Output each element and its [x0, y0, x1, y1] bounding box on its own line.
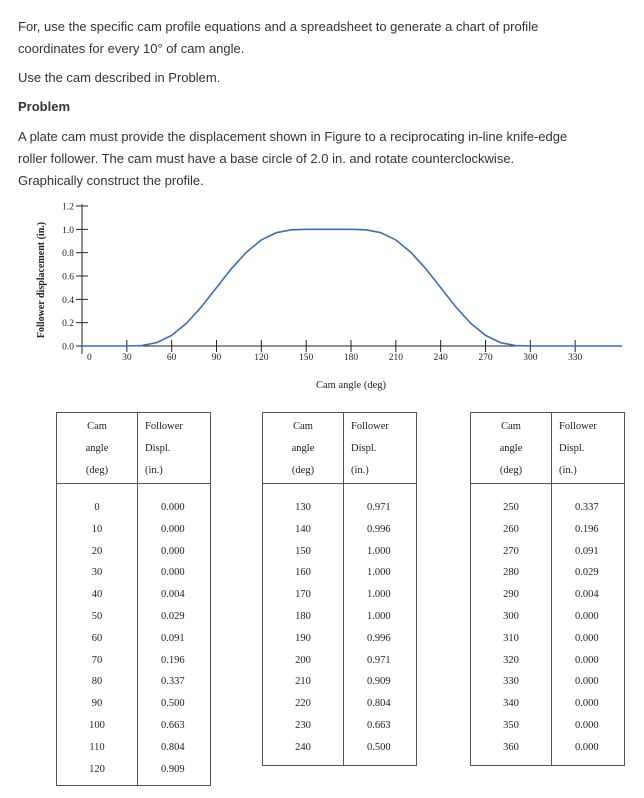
table-header [263, 413, 416, 484]
follower-displ-cell: 0.500 [161, 698, 185, 710]
x-tick-label: 0 [87, 353, 92, 363]
follower-displ-cell: 0.804 [161, 741, 185, 753]
cam-angle-cell: 160 [295, 567, 311, 579]
table-row [471, 584, 624, 606]
x-axis-label: Cam angle (deg) [316, 380, 386, 391]
follower-displ-cell: 1.000 [367, 589, 391, 601]
table-row [57, 541, 210, 563]
follower-displ-cell: 0.000 [161, 545, 185, 557]
table-row [57, 650, 210, 672]
cam-angle-cell: 30 [91, 567, 103, 579]
table-row [471, 519, 624, 541]
table-row [57, 693, 210, 715]
x-tick-label: 180 [343, 353, 359, 363]
header-follower-displ: (in.) [559, 465, 577, 476]
table-header [471, 413, 624, 484]
follower-displ-cell: 0.909 [161, 763, 185, 775]
cam-angle-cell: 0 [94, 502, 100, 513]
header-cam-angle: angle [291, 443, 315, 454]
problem-line-1: A plate cam must provide the displacement shown in Figure to a reciprocating in-line knife-edge [18, 129, 568, 144]
follower-displ-cell: 0.091 [575, 545, 599, 557]
table-row [263, 715, 416, 737]
x-tick-label: 210 [388, 353, 403, 363]
y-tick-label: 0.6 [62, 272, 74, 283]
follower-displ-cell: 0.996 [367, 632, 391, 644]
follower-displ-cell: 0.091 [161, 632, 185, 644]
cam-angle-cell: 360 [503, 741, 519, 753]
header-follower-displ: (in.) [145, 465, 163, 476]
cam-angle-cell: 180 [295, 611, 311, 622]
follower-displ-cell: 0.000 [575, 741, 599, 753]
table-row [57, 737, 210, 759]
cam-angle-cell: 80 [91, 676, 103, 688]
table-row [471, 628, 624, 650]
problem-line-3: Graphically construct the profile. [18, 173, 204, 188]
header-follower-displ: (in.) [351, 465, 369, 476]
header-follower-displ: Follower [145, 421, 183, 432]
x-tick-label: 270 [478, 353, 493, 363]
cam-angle-cell: 310 [503, 632, 519, 644]
x-tick-label: 60 [166, 353, 177, 363]
y-axis-label: Follower displacement (in.) [36, 221, 47, 339]
cam-angle-cell: 170 [295, 589, 311, 601]
cam-angle-cell: 50 [91, 611, 103, 622]
header-cam-angle: angle [85, 443, 109, 454]
intro-line-1: For, use the specific cam profile equations and a spreadsheet to generate a chart of profile [18, 19, 539, 34]
table-row [57, 759, 210, 781]
header-follower-displ: Displ. [559, 443, 585, 454]
cam-angle-cell: 270 [503, 545, 519, 557]
follower-displ-cell: 0.500 [367, 741, 391, 753]
table-row [263, 650, 416, 672]
displacement-chart [0, 196, 644, 396]
table-column-1 [56, 412, 211, 786]
follower-displ-cell: 0.196 [161, 654, 185, 666]
follower-displ-cell: 0.663 [161, 720, 185, 731]
intro-line-3: Use the cam described in Problem. [18, 70, 221, 85]
table-row [263, 693, 416, 715]
cam-angle-cell: 320 [503, 654, 519, 666]
table-row [57, 562, 210, 584]
table-row [471, 671, 624, 693]
follower-displ-cell: 0.029 [575, 567, 599, 579]
follower-displ-cell: 0.337 [575, 502, 599, 513]
table-row [471, 541, 624, 563]
problem-line-2: roller follower. The cam must have a base circle of 2.0 in. and rotate counterclockwise. [18, 151, 515, 166]
header-cam-angle: (deg) [291, 465, 315, 476]
header-follower-displ: Follower [559, 421, 597, 432]
y-tick-label: 0.8 [62, 249, 74, 260]
cam-angle-cell: 70 [91, 654, 103, 666]
table-row [471, 497, 624, 519]
cam-angle-cell: 130 [295, 502, 311, 513]
header-cam-angle: (deg) [85, 465, 109, 476]
y-tick-label: 0.0 [62, 342, 74, 353]
cam-angle-cell: 90 [91, 698, 103, 710]
follower-displ-cell: 1.000 [367, 545, 391, 557]
follower-displ-cell: 0.004 [575, 589, 599, 601]
table-column-2 [262, 412, 417, 766]
cam-angle-cell: 190 [295, 632, 311, 644]
table-column-3 [470, 412, 625, 766]
cam-angle-cell: 100 [89, 720, 105, 731]
header-cam-angle: angle [499, 443, 523, 454]
follower-displ-cell: 0.909 [367, 676, 391, 688]
follower-displ-cell: 0.337 [161, 676, 185, 688]
header-cam-angle: Cam [87, 421, 107, 432]
x-tick-label: 90 [211, 353, 222, 363]
cam-angle-cell: 220 [295, 698, 311, 710]
cam-angle-cell: 350 [503, 720, 519, 731]
cam-angle-cell: 330 [503, 676, 519, 688]
table-row [263, 628, 416, 650]
follower-displ-cell: 0.004 [161, 589, 185, 601]
x-tick-label: 330 [568, 353, 583, 363]
cam-angle-cell: 340 [503, 698, 519, 710]
follower-displ-cell: 0.996 [367, 523, 391, 535]
y-tick-label: 0.2 [62, 319, 74, 330]
follower-displ-cell: 0.000 [575, 611, 599, 622]
table-row [471, 650, 624, 672]
table-row [263, 737, 416, 759]
table-row [263, 497, 416, 519]
y-tick-label: 1.2 [62, 202, 74, 213]
cam-angle-cell: 300 [503, 611, 519, 622]
header-cam-angle: (deg) [499, 465, 523, 476]
table-row [263, 584, 416, 606]
follower-displ-cell: 1.000 [367, 611, 391, 622]
follower-displ-cell: 0.804 [367, 698, 391, 710]
follower-displ-cell: 0.663 [367, 720, 391, 731]
header-follower-displ: Displ. [351, 443, 377, 454]
table-row [471, 737, 624, 759]
x-tick-label: 240 [433, 353, 448, 363]
table-row [57, 606, 210, 628]
cam-angle-cell: 140 [295, 523, 311, 535]
follower-displ-cell: 0.029 [161, 611, 185, 622]
cam-angle-cell: 20 [91, 545, 103, 557]
cam-angle-cell: 150 [295, 545, 311, 557]
table-row [57, 671, 210, 693]
header-follower-displ: Follower [351, 421, 389, 432]
table-row [471, 606, 624, 628]
table-row [57, 519, 210, 541]
header-cam-angle: Cam [293, 421, 313, 432]
cam-angle-cell: 110 [89, 741, 105, 753]
cam-angle-cell: 40 [91, 589, 103, 601]
cam-angle-cell: 200 [295, 654, 311, 666]
follower-displ-cell: 0.000 [575, 632, 599, 644]
follower-displ-cell: 0.000 [161, 502, 185, 513]
follower-displ-cell: 1.000 [367, 567, 391, 579]
table-row [263, 541, 416, 563]
follower-displ-cell: 0.000 [575, 720, 599, 731]
table-row [263, 519, 416, 541]
cam-angle-cell: 120 [89, 763, 105, 775]
table-row [57, 497, 210, 519]
follower-displ-cell: 0.196 [575, 523, 599, 535]
x-tick-label: 300 [523, 353, 538, 363]
x-tick-label: 30 [122, 353, 132, 363]
table-row [263, 671, 416, 693]
cam-angle-cell: 250 [503, 502, 519, 513]
table-row [57, 628, 210, 650]
follower-displ-cell: 0.000 [575, 654, 599, 666]
follower-displ-cell: 0.000 [575, 676, 599, 688]
follower-displ-cell: 0.000 [161, 523, 185, 535]
cam-angle-cell: 280 [503, 567, 519, 579]
cam-angle-cell: 210 [295, 676, 311, 688]
header-follower-displ: Displ. [145, 443, 171, 454]
cam-angle-cell: 60 [91, 632, 103, 644]
cam-angle-cell: 10 [91, 523, 103, 535]
y-tick-label: 0.4 [62, 295, 74, 306]
y-tick-label: 1.0 [62, 225, 74, 236]
cam-angle-cell: 230 [295, 720, 311, 731]
table-row [471, 562, 624, 584]
table-row [471, 715, 624, 737]
table-row [471, 693, 624, 715]
header-cam-angle: Cam [501, 421, 521, 432]
table-row [57, 584, 210, 606]
follower-displ-cell: 0.000 [161, 567, 185, 579]
cam-angle-cell: 260 [503, 523, 519, 535]
follower-displ-cell: 0.971 [367, 654, 391, 666]
table-row [263, 606, 416, 628]
table-header [57, 413, 210, 484]
follower-displ-cell: 0.971 [367, 502, 391, 513]
cam-angle-cell: 240 [295, 741, 311, 753]
problem-heading: Problem [18, 99, 71, 114]
table-row [57, 715, 210, 737]
displacement-curve [82, 229, 620, 346]
x-tick-label: 120 [254, 353, 269, 363]
intro-line-2: coordinates for every 10° of cam angle. [18, 41, 245, 56]
follower-displ-cell: 0.000 [575, 698, 599, 710]
x-tick-label: 150 [299, 353, 314, 363]
table-row [263, 562, 416, 584]
cam-angle-cell: 290 [503, 589, 519, 601]
